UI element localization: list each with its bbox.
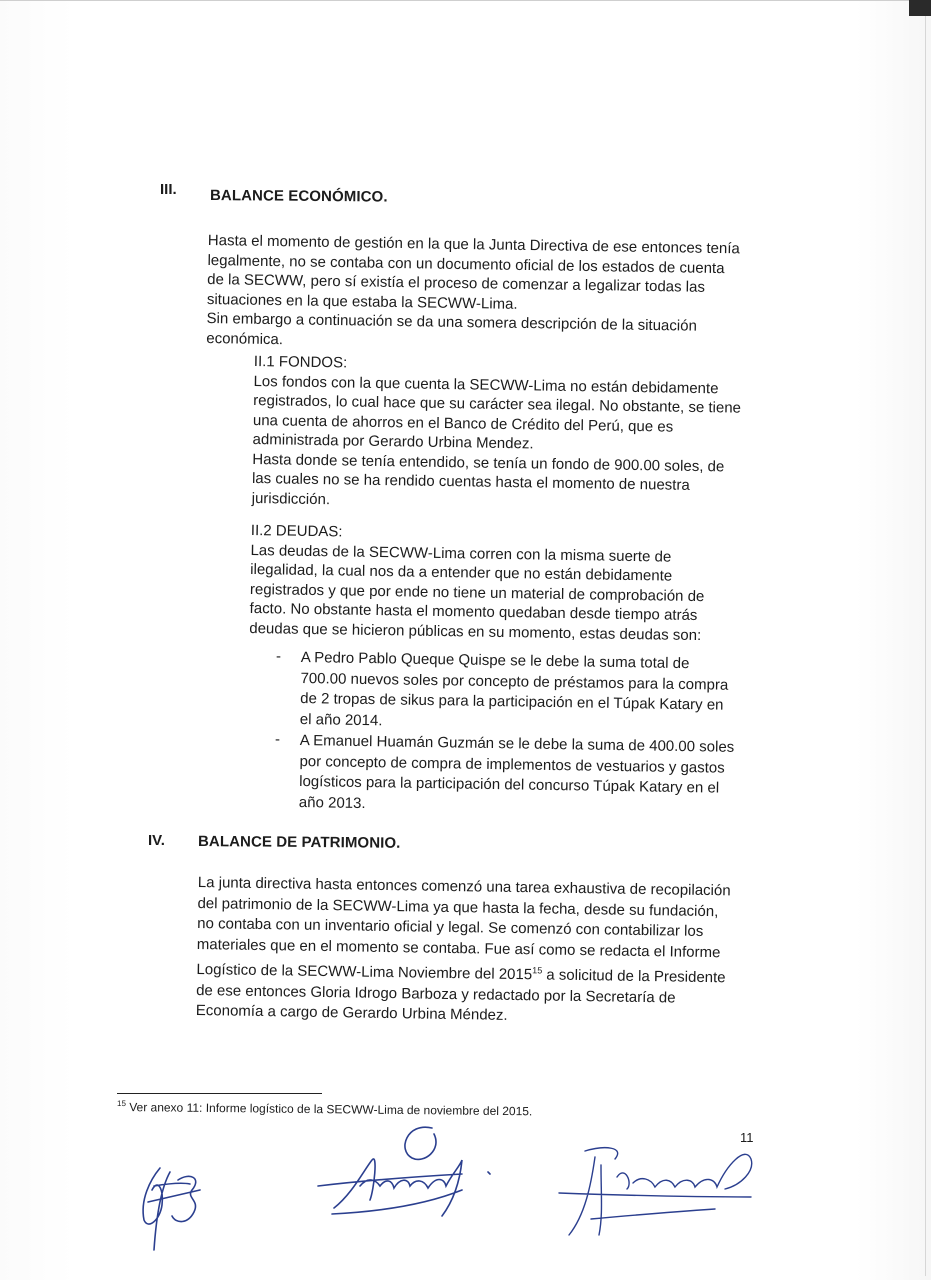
signature-right (555, 1135, 765, 1245)
text-line: Las deudas de la SECWW-Lima corren con la misma suerte de (250, 541, 672, 566)
text-line: Sin embargo a continuación se da una somera descripción de la situación (206, 309, 698, 335)
text-line: Hasta donde se tenía entendido, se tenía un fondo de 900.00 soles, de (252, 450, 725, 475)
text-line: A Emanuel Huamán Guzmán se le debe la suma de 400.00 soles (299, 731, 735, 756)
text-line: por concepto de compra de implementos de vestuarios y gastos (299, 752, 725, 777)
fondos-block (252, 352, 742, 516)
section-4-title: BALANCE DE PATRIMONIO. (197, 833, 401, 852)
text-line: 700.00 nuevos soles por concepto de préstamos para la compra (300, 669, 729, 694)
bullet-dash: - (275, 731, 280, 748)
text-line: jurisdicción. (251, 489, 331, 508)
bullet-dash: - (276, 648, 281, 665)
footnote-marker: 15 (116, 1099, 126, 1109)
text-line: Hasta el momento de gestión en la que la Junta Directiva de ese entonces tenía (207, 231, 740, 258)
scan-corner-mark (909, 0, 931, 16)
text-line: administrada por Gerardo Urbina Mendez. (252, 430, 534, 453)
text-line: legalmente, no se contaba con un documento oficial de los estados de cuenta (207, 251, 725, 277)
debt-item-2 (299, 731, 735, 820)
section-3-intro (206, 231, 740, 356)
footnote-rule (117, 1093, 322, 1094)
text-fragment: a solicitud de la Presidente (542, 966, 726, 987)
text-line: una cuenta de ahorros en el Banco de Crédito del Perú, que es (252, 411, 674, 436)
text-line: de ese entonces Gloria Idrogo Barboza y redactado por la Secretaría de (196, 981, 676, 1007)
deudas-block (249, 521, 705, 645)
text-line: La junta directiva hasta entonces comenzó una tarea exhaustiva de recopilación (197, 873, 731, 900)
scan-top-edge (0, 0, 909, 1)
text-line: económica. (206, 329, 284, 348)
text-fragment: Logístico de la SECWW-Lima Noviembre del 2015 (196, 960, 533, 984)
text-line: A Pedro Pablo Queque Quispe se le debe la suma total de (300, 648, 690, 673)
section-4-body (196, 873, 731, 1030)
debt-item-1 (300, 648, 729, 737)
section-4-number: IV. (148, 832, 165, 849)
scan-right-edge (925, 16, 926, 1276)
text-line: registrados y que por ende no tiene un material de comprobación de (249, 580, 705, 605)
footnote-text: Ver anexo 11: Informe logístico de la SECWW-Lima de noviembre del 2015. (125, 1100, 533, 1119)
text-line: logísticos para la participación del concurso Túpak Katary en el (299, 772, 720, 797)
footnote (117, 1099, 532, 1118)
signature-center (312, 1120, 512, 1230)
text-line: Economía a cargo de Gerardo Urbina Méndez. (195, 1001, 508, 1024)
section-3-title: BALANCE ECONÓMICO. (209, 187, 388, 206)
section-3-number: III. (160, 181, 177, 198)
text-line: del patrimonio de la SECWW-Lima ya que hasta la fecha, desde su fundación, (197, 894, 719, 920)
text-line: Los fondos con la que cuenta la SECWW-Lima no están debidamente (253, 372, 719, 397)
text-line: situaciones en la que estaba la SECWW-Lima. (206, 290, 518, 313)
page-number: 11 (740, 1130, 754, 1145)
text-line: año 2013. (298, 793, 366, 812)
text-line: no contaba con un inventario oficial y legal. Se comenzó con contabilizar los (197, 914, 704, 940)
signature-left (130, 1150, 220, 1260)
text-line: ilegalidad, la cual nos da a entender que no están debidamente (250, 560, 673, 585)
text-line: materiales que en el momento se contaba. Fue así como se redacta el Informe (196, 935, 721, 961)
text-line: registrados, lo cual hace que su carácter sea ilegal. No obstante, se tiene (253, 391, 742, 417)
text-line: el año 2014. (299, 710, 383, 729)
text-line: de 2 tropas de sikus para la participación en el Túpak Katary en (300, 689, 724, 714)
fondos-heading: II.1 FONDOS: (253, 352, 348, 372)
footnote-reference[interactable]: 15 (532, 965, 543, 976)
deudas-heading: II.2 DEUDAS: (250, 521, 343, 541)
text-line: de la SECWW, pero sí existía el proceso de comenzar a legalizar todas las (207, 270, 706, 296)
text-line: deudas que se hicieron públicas en su momento, estas deudas son: (249, 619, 702, 644)
text-line: facto. No obstante hasta el momento quedaban desde tiempo atrás (249, 599, 698, 625)
text-line: las cuales no se ha rendido cuentas hasta el momento de nuestra (251, 469, 690, 494)
